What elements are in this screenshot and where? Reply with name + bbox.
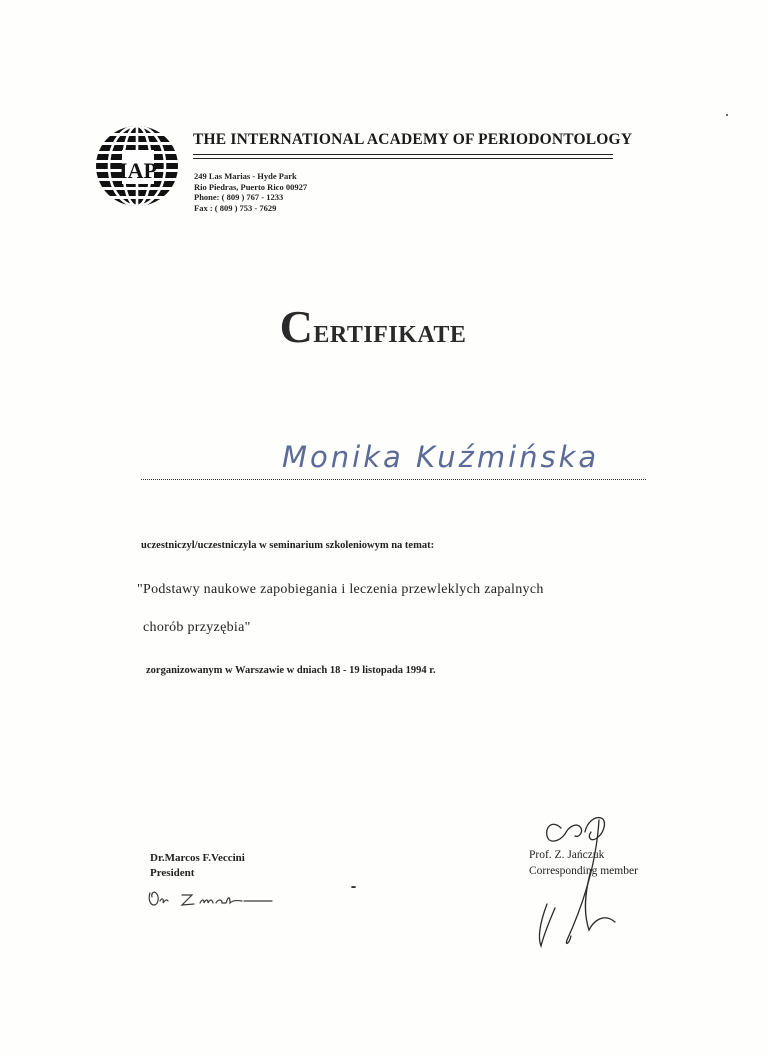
certificate-title-rest: ertifikate xyxy=(313,313,467,350)
header-rule xyxy=(193,154,613,155)
seminar-topic-line-2: chorób przyzębia" xyxy=(143,620,251,635)
fax-line: Fax : ( 809 ) 753 - 7629 xyxy=(194,202,277,213)
certificate-title-initial: C xyxy=(279,301,314,352)
recipient-name: Monika Kuźmińska xyxy=(282,440,600,474)
president-signature-icon xyxy=(146,885,276,915)
header-rule-secondary xyxy=(193,158,613,159)
corresponding-member-name: Prof. Z. Jańczuk xyxy=(529,849,605,861)
organization-address xyxy=(194,171,307,213)
president-role: President xyxy=(150,867,195,879)
paper-speck xyxy=(726,114,728,116)
corresponding-member-signature-icon xyxy=(525,812,635,952)
recipient-dotted-line xyxy=(141,479,646,480)
organization-name: THE INTERNATIONAL ACADEMY OF PERIODONTOLOGY xyxy=(193,131,633,148)
corresponding-member-role: Corresponding member xyxy=(529,865,638,877)
seminar-date-location: zorganizowanym w Warszawie w dniach 18 - 19 listopada 1994 r. xyxy=(146,665,436,676)
logo-lettering: IAP xyxy=(119,158,157,183)
iap-globe-logo-icon xyxy=(92,124,182,208)
phone-line: Phone: ( 809 ) 767 - 1233 xyxy=(194,192,284,202)
address-line: 249 Las Marias - Hyde Park xyxy=(194,171,297,181)
paper-speck xyxy=(351,886,356,888)
president-name: Dr.Marcos F.Veccini xyxy=(150,852,245,864)
seminar-topic-line-1: "Podstawy naukowe zapobiegania i leczenia przewleklych zapalnych xyxy=(137,582,544,597)
certificate-title xyxy=(0,300,746,353)
president-signatory xyxy=(150,851,245,881)
participation-statement: uczestniczyl/uczestniczyla w seminarium szkoleniowym na temat: xyxy=(141,540,435,551)
address-line: Rio Piedras, Puerto Rico 00927 xyxy=(194,181,308,192)
